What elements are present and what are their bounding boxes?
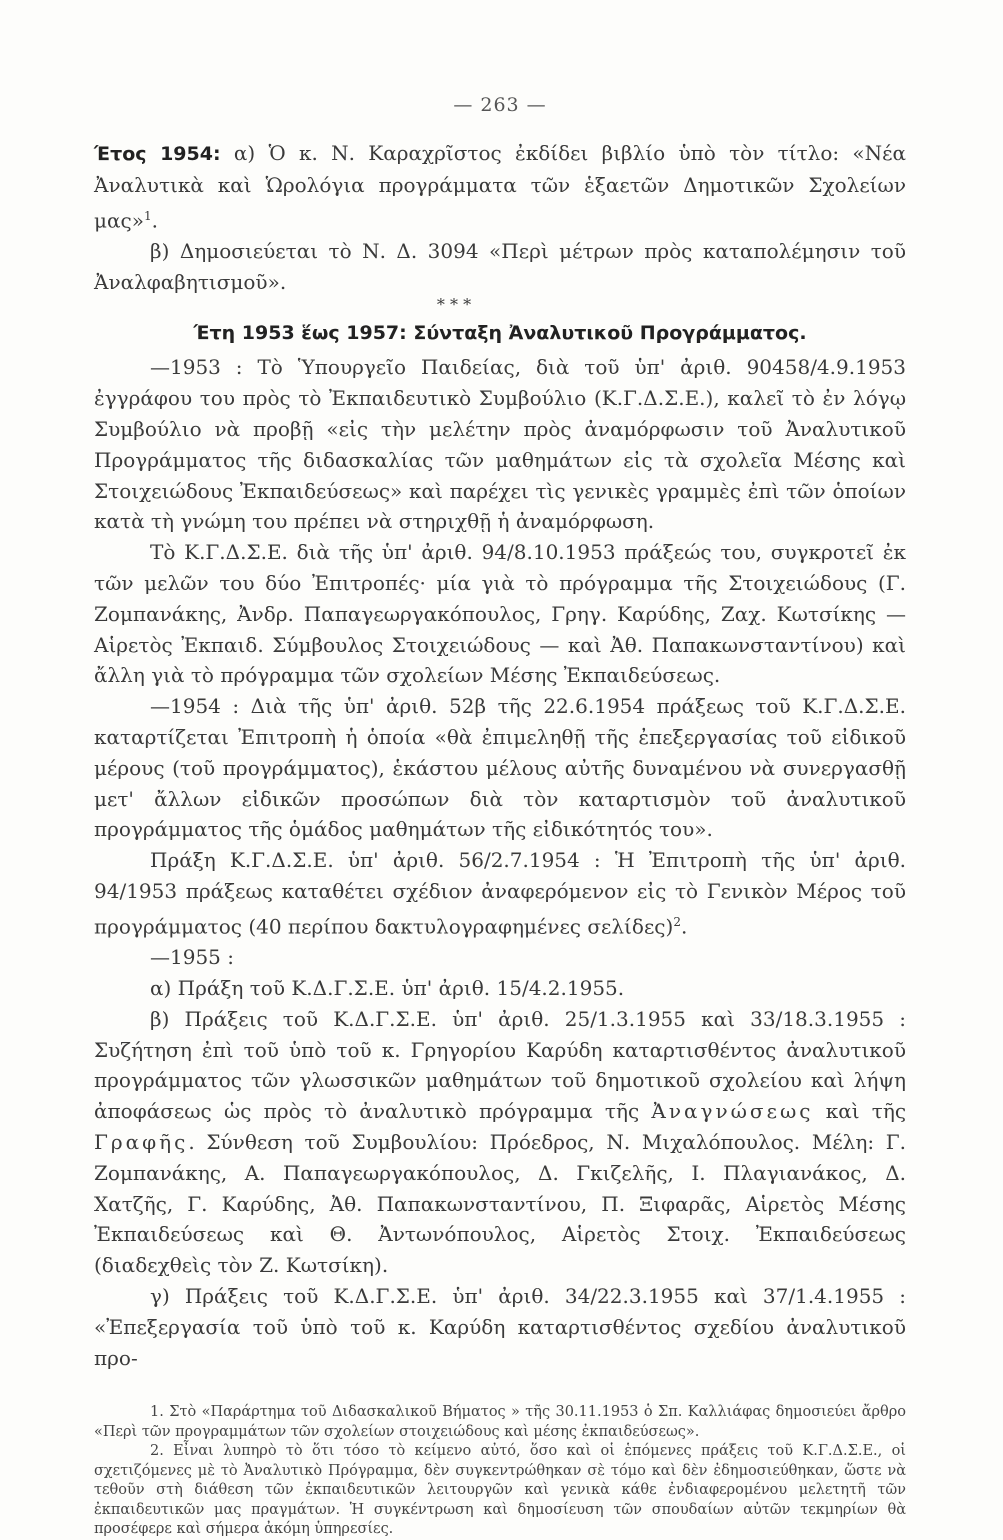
paragraph-1954: —1954 : Διὰ τῆς ὑπ' ἀριθ. 52β τῆς 22.6.1954 πράξεως τοῦ Κ.Γ.Δ.Σ.Ε. καταρτίζεται Ἐπιτροπὴ ἡ ὁποία «θὰ ἐπιμεληθῇ τῆς ἐπεξεργασίας τοῦ εἰδικοῦ μέρους (τοῦ προγράμματος), ἑκάστου μέλους αὐτῆς δυναμένου νὰ συνεργασθῇ μετ' ἄλλων εἰδικῶν προσώπων διὰ τὸν καταρτισμὸν τοῦ ἀναλυτικοῦ προγράμματος τῆς ὁμάδος μαθημάτων τῆς εἰδικότητός του». bbox=[94, 694, 906, 842]
footnote-1: 1. Στὸ «Παράρτημα τοῦ Διδασκαλικοῦ Βήματος » τῆς 30.11.1953 ὁ Σπ. Καλλιάφας δημοσιεύει ἄρθρο «Περὶ τῶν προγραμμάτων τῶν σχολείων στοιχειώδους καὶ μέσης ἐκπαιδεύσεως». bbox=[94, 1404, 906, 1440]
footnote-2: 2. Εἶναι λυπηρὸ τὸ ὅτι τόσο τὸ κείμενο αὐτό, ὅσο καὶ οἱ ἑπόμενες πράξεις τοῦ Κ.Γ.Δ.Σ.Ε., οἱ σχετιζόμενες μὲ τὸ Ἀναλυτικὸ Πρόγραμμα, δὲν συγκεντρώθηκαν σὲ τόμο καὶ δὲν ἐδημοσιεύθηκαν, ὥστε νὰ τεθοῦν στὴ διάθεση τῶν ἐκπαιδευτικῶν λειτουργῶν καὶ γενικὰ κάθε ἐνδιαφερομένου μελετητῆ τῶν ἐκπαιδευτικῶν μας πραγμάτων. Ἡ συγκέντρωση καὶ δημοσίευση τῶν σπουδαίων αὐτῶν τεκμηρίων θὰ προσέφερε καὶ σήμερα ἀκόμη ὑπηρεσίες. bbox=[94, 1443, 906, 1538]
writing-spaced: Γραφῆς bbox=[94, 1130, 189, 1155]
year-1954-item-a: Έτος 1954: α) Ὁ κ. Ν. Καραχρῖστος ἐκδίδει βιβλίο ὑπὸ τὸν τίτλο: «Νέα Ἀναλυτικὰ καὶ Ὡρολόγια προγράμματα τῶν ἑξαετῶν Δημοτικῶν Σχολείων μας»$^1$. bbox=[94, 141, 907, 233]
paragraph-kgdse-94: Τὸ Κ.Γ.Δ.Σ.Ε. διὰ τῆς ὑπ' ἀριθ. 94/8.10.1953 πράξεώς του, συγκροτεῖ ἐκ τῶν μελῶν του δύο Ἐπιτροπές· μία γιὰ τὸ πρόγραμμα τῆς Στοιχειώδους (Γ. Ζομπανάκης, Ἀνδρ. Παπαγεωργακόπουλος, Γρηγ. Καρύδης, Ζαχ. Κωτσίκης — Αἱρετὸς Ἐκπαιδ. Σύμβουλος Στοιχειώδους — καὶ Ἀθ. Παπακωνσταντίνου) καὶ ἄλλη γιὰ τὸ πρόγραμμα τῶν σχολείων Μέσης Ἐκπαιδεύσεως. bbox=[94, 540, 906, 688]
paragraph-1955: —1955 : bbox=[150, 945, 234, 970]
paragraph-1955-b: β) Πράξεις τοῦ Κ.Δ.Γ.Σ.Ε. ὑπ' ἀριθ. 25/1.3.1955 καὶ 33/18.3.1955 : Συζήτηση ἐπὶ τοῦ ὑπὸ τοῦ κ. Γρηγορίου Καρύδη καταρτισθέντος ἀναλυτικοῦ προγράμματος τῶν γλωσσικῶν μαθημάτων τοῦ δημοτικοῦ σχολείου καὶ λήψη ἀποφάσεως ὡς πρὸς τὸ ἀναλυτικὸ πρόγραμμα τῆς Ἀναγνώσεως καὶ τῆς Γραφῆς. Σύνθεση τοῦ Συμβουλίου: Πρόεδρος, Ν. Μιχαλόπουλος. Μέλη: Γ. Ζομπανάκης, Α. Παπαγεωργακόπουλος, Δ. Γκιζελῆς, Ι. Πλαγιανάκος, Δ. Χατζῆς, Γ. Καρύδης, Ἀθ. Παπακωνσταντίνου, Π. Ξιφαρᾶς, Αἱρετὸς Μέσης Ἐκπαιδεύσεως καὶ Θ. Ἀντωνόπουλος, Αἱρετὸς Στοιχ. Ἐκπαιδεύσεως (διαδεχθεὶς τὸν Ζ. Κωτσίκη). bbox=[94, 1006, 907, 1278]
paragraph-1955-c: γ) Πράξεις τοῦ Κ.Δ.Γ.Σ.Ε. ὑπ' ἀριθ. 34/22.3.1955 καὶ 37/1.4.1955 : «Ἐπεξεργασία τοῦ ὑπὸ τοῦ κ. Καρύδη καταρτισθέντος σχεδίου ἀναλυτικοῦ προ- bbox=[94, 1284, 906, 1370]
section-separator-stars: * * * bbox=[436, 294, 472, 314]
paragraph-praxi-56: Πράξη Κ.Γ.Δ.Σ.Ε. ὑπ' ἀριθ. 56/2.7.1954 : Ἡ Ἐπιτροπὴ τῆς ὑπ' ἀριθ. 94/1953 πράξεως καταθέτει σχέδιον ἀναφερόμενον εἰς τὸ Γενικὸν Μέρος τοῦ προγράμματος (40 περίπου δακτυλογραφημένες σελίδες)$^2$. bbox=[94, 848, 906, 939]
paragraph-1955-a: α) Πράξη τοῦ Κ.Δ.Γ.Σ.Ε. ὑπ' ἀριθ. 15/4.2.1955. bbox=[150, 976, 625, 1001]
paragraph-1953: —1953 : Τὸ Ὑπουργεῖο Παιδείας, διὰ τοῦ ὑπ' ἀριθ. 90458/4.9.1953 ἐγγράφου του πρὸς τὸ Ἐκπαιδευτικὸ Συμβούλιο (Κ.Γ.Δ.Σ.Ε.), καλεῖ τὸ ἐν λόγῳ Συμβούλιο νὰ προβῇ «εἰς τὴν μελέτην πρὸς ἀναμόρφωσιν τοῦ Ἀναλυτικοῦ Προγράμματος τῆς διδασκαλίας τῶν μαθημάτων εἰς τὰ σχολεῖα Μέσης καὶ Στοιχειώδους Ἐκπαιδεύσεως» καὶ παρέχει τὶς γενικὲς γραμμὲς ἐπὶ τῶν ὁποίων κατὰ τὴ γνώμη του πρέπει νὰ στηριχθῇ ἡ ἀναμόρφωση. bbox=[94, 355, 906, 534]
year-1954-item-b: β) Δημοσιεύεται τὸ Ν. Δ. 3094 «Περὶ μέτρων πρὸς καταπολέμησιν τοῦ Ἀναλφαβητισμοῦ». bbox=[94, 239, 906, 294]
page-number: — 263 — bbox=[453, 94, 547, 116]
footnotes bbox=[94, 1403, 906, 1540]
year-1954-heading: Έτος 1954: bbox=[94, 143, 221, 165]
reading-spaced: Ἀναγνώσεως bbox=[651, 1099, 814, 1124]
document-page bbox=[94, 94, 906, 1540]
footnote-ref-1[interactable]: 1 bbox=[143, 208, 152, 223]
item-a-text: α) Ὁ κ. Ν. Καραχρῖστος ἐκδίδει βιβλίο ὑπὸ τὸν τίτλο: «Νέα Ἀναλυτικὰ καὶ Ὡρολόγια προγράμματα τῶν ἑξαετῶν Δημοτικῶν Σχολείων μας» bbox=[94, 141, 907, 233]
section-title: Έτη 1953 ἕως 1957: Σύνταξη Ἀναλυτικοῦ Προγράμματος. bbox=[193, 321, 807, 344]
footnote-ref-2[interactable]: 2 bbox=[673, 914, 681, 929]
main-text bbox=[94, 138, 906, 1373]
